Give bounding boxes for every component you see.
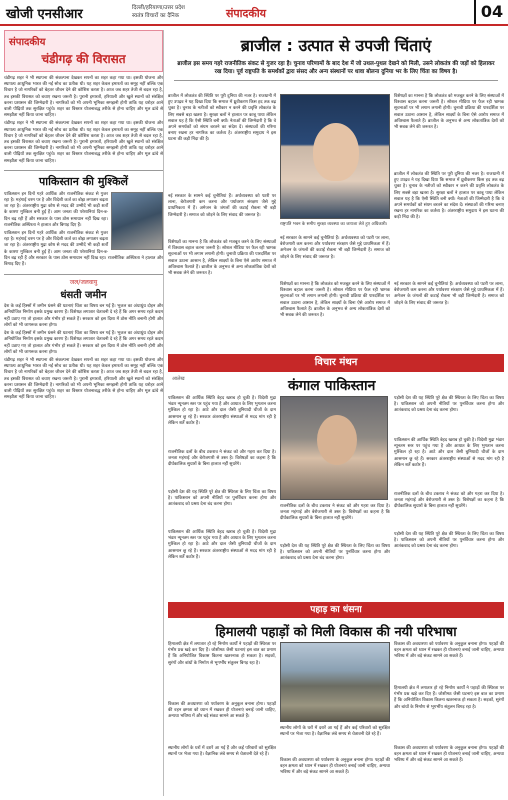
mountain-column-2b: विकास की अवधारणा को पर्यावरण के अनुकूल बनाना होगा। पहाड़ों की वहन क्षमता को ध्यान में रखकर ही योजनाएं बनाई जानी चाहिए, अन्यथा भविष्य में और बड़े संकट सामने आ सकते हैं। [280, 758, 391, 776]
editorial-label: संपादकीय [9, 37, 46, 48]
brazil-photo [280, 94, 390, 219]
opinion-column-3b: पाकिस्तान की आर्थिक स्थिति बेहद खराब हो चुकी है। विदेशी मुद्रा भंडार न्यूनतम स्तर पर पहुंच गया है और आयात के लिए भुगतान करना मुश्किल हो रहा है। आटे और दाल जैसी बुनियादी चीजों के दाम आसमान छू रहे हैं। सरकार अंतरराष्ट्रीय संस्थाओं से मदद मांग रही है लेकिन शर्तें कठोर हैं। [394, 438, 504, 468]
leader-portrait [317, 415, 357, 465]
editorial-box [4, 30, 163, 72]
opinion-column-3d: पड़ोसी देश की यह स्थिति पूरे क्षेत्र की स्थिरता के लिए चिंता का विषय है। पाकिस्तान को अपनी नीतियों पर पुनर्विचार करना होगा और आतंकवाद को प्रश्रय देना बंद करना होगा। [394, 532, 504, 550]
brazil-intro: ब्राजील इस समय गहरे राजनीतिक संकट से गुजर रहा है। चुनाव परिणामों के बाद देश में जो उथल-पुथल देखने को मिली, उसने लोकतंत्र की जड़ों को हिलाकर रख दिया। पूर्व राष्ट्रपति के समर्थकों द्वारा संसद और अन्य संस्थानों पर धावा बोलना दुनिया भर के लिए चिंता का विषय है। [174, 60, 498, 81]
pakistan-photo [111, 192, 163, 250]
mountain-column-1: हिमालयी क्षेत्र में लगातार हो रहे निर्माण कार्यों ने पहाड़ों की स्थिरता पर गंभीर प्रश्न खड़े कर दिए हैं। जोशीमठ जैसी घटनाएं इस बात का प्रमाण हैं कि अनियोजित विकास कितना खतरनाक हो सकता है। सड़कों, सुरंगों और बांधों के निर्माण से भूगर्भीय संतुलन बिगड़ रहा है। [168, 642, 276, 666]
opinion-column-1: पाकिस्तान की आर्थिक स्थिति बेहद खराब हो चुकी है। विदेशी मुद्रा भंडार न्यूनतम स्तर पर पहुंच गया है और आयात के लिए भुगतान करना मुश्किल हो रहा है। आटे और दाल जैसी बुनियादी चीजों के दाम आसमान छू रहे हैं। सरकार अंतरराष्ट्रीय संस्थाओं से मदद मांग रही है लेकिन शर्तें कठोर हैं। [168, 396, 276, 426]
opinion-column-3: पड़ोसी देश की यह स्थिति पूरे क्षेत्र की स्थिरता के लिए चिंता का विषय है। पाकिस्तान को अपनी नीतियों पर पुनर्विचार करना होगा और आतंकवाद को प्रश्रय देना बंद करना होगा। [394, 396, 504, 414]
land-kicker: जल/जलवायु [4, 274, 163, 286]
brazil-column-1c: विशेषज्ञों का मानना है कि लोकतंत्र को मजबूत करने के लिए संस्थाओं में विश्वास बहाल करना जरूरी है। सोशल मीडिया पर फैल रही भ्रामक सूचनाओं पर भी लगाम लगानी होगी। चुनावी प्रक्रिया की पारदर्शिता पर सवाल उठाना आसान है, लेकिन साक्ष्यों के बिना ऐसे आरोप समाज में अविश्वास फैलाते हैं। ब्राजील के अनुभव से अन्य लोकतांत्रिक देशों को भी सबक लेने की जरूरत है। [168, 240, 276, 277]
left-column [4, 30, 164, 796]
land-headline: धंसती जमीन [60, 290, 107, 302]
masthead-meta-line2: स्वतंत्र विचारों का दैनिक [132, 13, 179, 19]
editorial-body: चंडीगढ़ शहर ने भी स्थापना की संकल्पना देखकर सपनों का शहर कहा गया था। इसकी योजना और स्थापत्य आधुनिक भारत की नई सोच का प्रतीक थी। यह शहर केवल इमारतों का समूह नहीं बल्कि एक विचार है जो नागरिकों को बेहतर जीवन देने की कोशिश करता है। आज जब शहर तेजी से बदल रहा है, तब इसकी विरासत को बचाए रखना जरूरी है। पुरानी इमारतों, हरियाली और खुले स्थानों को संरक्षित करना प्रशासन की जिम्मेदारी है। नागरिकों को भी अपनी भूमिका समझनी होगी ताकि यह धरोहर आने वाली पीढ़ियों तक सुरक्षित पहुंचे। शहर का विस्तार योजनाबद्ध तरीके से होना चाहिए और मूल ढांचे से समझौता नहीं किया जाना चाहिए। [4, 76, 163, 119]
page-number: 04 [474, 0, 508, 24]
editorial-headline: चंडीगढ़ की विरासत [41, 52, 126, 66]
opinion-column-2: राजनीतिक दलों के बीच टकराव ने संकट को और गहरा कर दिया है। जनता महंगाई और बेरोजगारी से त्रस्त है। विशेषज्ञों का कहना है कि दीर्घकालिक सुधारों के बिना हालात नहीं सुधरेंगे। [280, 504, 390, 522]
mountain-headline: हिमालयी पहाड़ों को मिली विकास की नयी परिभाषा [215, 625, 457, 640]
opinion-headline: कंगाल पाकिस्तान [288, 378, 376, 394]
opinion-column-1d: पाकिस्तान की आर्थिक स्थिति बेहद खराब हो चुकी है। विदेशी मुद्रा भंडार न्यूनतम स्तर पर पहुंच गया है और आयात के लिए भुगतान करना मुश्किल हो रहा है। आटे और दाल जैसी बुनियादी चीजों के दाम आसमान छू रहे हैं। सरकार अंतरराष्ट्रीय संस्थाओं से मदद मांग रही है लेकिन शर्तें कठोर हैं। [168, 530, 276, 560]
pakistan-body: पाकिस्तान इन दिनों गहरे आर्थिक और राजनीतिक संकट से गुजर रहा है। महंगाई चरम पर है और विदेशी कर्ज का बोझ लगातार बढ़ता जा रहा है। अंतरराष्ट्रीय मुद्रा कोष से मदद की उम्मीदें भी कड़ी शर्तों के कारण मुश्किल बनी हुई हैं। आम जनता की परेशानियां दिन-ब-दिन बढ़ रही हैं और सरकार के पास ठोस समाधान नहीं दिख रहा। राजनीतिक अस्थिरता ने हालात और बिगाड़ दिए हैं। [4, 191, 108, 228]
mountain-column-2: स्थानीय लोगों के घरों में दरारें आ गई हैं और कई परिवारों को सुरक्षित स्थानों पर भेजा गया है। वैज्ञानिक लंबे समय से चेतावनी देते रहे हैं। [280, 726, 390, 738]
mountain-photo [280, 642, 390, 722]
brazil-column-3c: नई सरकार के सामने कई चुनौतियां हैं। अर्थव्यवस्था को पटरी पर लाना, बेरोजगारी कम करना और पर्यावरण संरक्षण जैसे मुद्दे प्राथमिकता में हैं। अमेजन के जंगलों की कटाई रोकना भी बड़ी जिम्मेदारी है। समाज को जोड़ने के लिए संवाद की जरूरत है। [394, 282, 504, 306]
brazil-headline: ब्राजील : उत्पात से उपजी चिंताएं [240, 36, 432, 55]
masthead [0, 0, 508, 26]
masthead-meta-line1: दिल्ली/हरियाणा/उत्तर प्रदेश [132, 5, 185, 11]
brazil-column-3b: ब्राजील में लोकतंत्र की स्थिति पर पूरी दुनिया की नजर है। राजधानी में हुए उपद्रव ने यह दिखा दिया कि समाज में ध्रुवीकरण किस हद तक बढ़ चुका है। चुनाव के नतीजों को स्वीकार न करने की प्रवृत्ति लोकतंत्र के लिए सबसे बड़ा खतरा है। सुरक्षा बलों ने हालात पर काबू पाया लेकिन सवाल यह है कि ऐसी स्थिति बनी क्यों। नेताओं की जिम्मेदारी है कि वे अपने समर्थकों को संयम बरतने का संदेश दें। संस्थाओं की गरिमा बनाए रखना हर नागरिक का कर्तव्य है। अंतरराष्ट्रीय समुदाय ने इस घटना की कड़ी निंदा की है। [394, 172, 504, 221]
pakistan-body-continued: पाकिस्तान इन दिनों गहरे आर्थिक और राजनीतिक संकट से गुजर रहा है। महंगाई चरम पर है और विदेशी कर्ज का बोझ लगातार बढ़ता जा रहा है। अंतरराष्ट्रीय मुद्रा कोष से मदद की उम्मीदें भी कड़ी शर्तों के कारण मुश्किल बनी हुई हैं। आम जनता की परेशानियां दिन-ब-दिन बढ़ रही हैं और सरकार के पास ठोस समाधान नहीं दिख रहा। राजनीतिक अस्थिरता ने हालात और बिगाड़ दिए हैं। [4, 231, 163, 268]
opinion-column-1c: पड़ोसी देश की यह स्थिति पूरे क्षेत्र की स्थिरता के लिए चिंता का विषय है। पाकिस्तान को अपनी नीतियों पर पुनर्विचार करना होगा और आतंकवाद को प्रश्रय देना बंद करना होगा। [168, 490, 276, 508]
mountain-column-3b: हिमालयी क्षेत्र में लगातार हो रहे निर्माण कार्यों ने पहाड़ों की स्थिरता पर गंभीर प्रश्न खड़े कर दिए हैं। जोशीमठ जैसी घटनाएं इस बात का प्रमाण हैं कि अनियोजित विकास कितना खतरनाक हो सकता है। सड़कों, सुरंगों और बांधों के निर्माण से भूगर्भीय संतुलन बिगड़ रहा है। [394, 686, 504, 710]
mountain-column-1c: स्थानीय लोगों के घरों में दरारें आ गई हैं और कई परिवारों को सुरक्षित स्थानों पर भेजा गया है। वैज्ञानिक लंबे समय से चेतावनी देते रहे हैं। [168, 746, 276, 758]
brazil-column-3: विशेषज्ञों का मानना है कि लोकतंत्र को मजबूत करने के लिए संस्थाओं में विश्वास बहाल करना जरूरी है। सोशल मीडिया पर फैल रही भ्रामक सूचनाओं पर भी लगाम लगानी होगी। चुनावी प्रक्रिया की पारदर्शिता पर सवाल उठाना आसान है, लेकिन साक्ष्यों के बिना ऐसे आरोप समाज में अविश्वास फैलाते हैं। ब्राजील के अनुभव से अन्य लोकतांत्रिक देशों को भी सबक लेने की जरूरत है। [394, 94, 504, 131]
land-body: देश के कई हिस्सों में जमीन धंसने की घटनाएं चिंता का विषय बन गई हैं। भूजल का अंधाधुंध दोहन और अनियोजित निर्माण इसके प्रमुख कारण हैं। विशेषज्ञ लगातार चेतावनी दे रहे हैं कि अगर समय रहते कदम नहीं उठाए गए तो हालात और गंभीर हो सकते हैं। सरकार को इस दिशा में ठोस नीति बनानी होगी और लोगों को भी जागरूक करना होगा। [4, 304, 163, 328]
pakistan-headline: पाकिस्तान की मुश्किलें [4, 170, 163, 189]
opinion-column-1b: राजनीतिक दलों के बीच टकराव ने संकट को और गहरा कर दिया है। जनता महंगाई और बेरोजगारी से त्रस्त है। विशेषज्ञों का कहना है कि दीर्घकालिक सुधारों के बिना हालात नहीं सुधरेंगे। [168, 450, 276, 468]
section-title: संपादकीय [226, 7, 267, 20]
opinion-column-3c: राजनीतिक दलों के बीच टकराव ने संकट को और गहरा कर दिया है। जनता महंगाई और बेरोजगारी से त्रस्त है। विशेषज्ञों का कहना है कि दीर्घकालिक सुधारों के बिना हालात नहीं सुधरेंगे। [394, 492, 504, 510]
opinion-banner: विचार मंथन [168, 354, 504, 372]
brazil-column-1b: नई सरकार के सामने कई चुनौतियां हैं। अर्थव्यवस्था को पटरी पर लाना, बेरोजगारी कम करना और पर्यावरण संरक्षण जैसे मुद्दे प्राथमिकता में हैं। अमेजन के जंगलों की कटाई रोकना भी बड़ी जिम्मेदारी है। समाज को जोड़ने के लिए संवाद की जरूरत है। [168, 194, 276, 218]
mountain-column-3c: विकास की अवधारणा को पर्यावरण के अनुकूल बनाना होगा। पहाड़ों की वहन क्षमता को ध्यान में रखकर ही योजनाएं बनाई जानी चाहिए, अन्यथा भविष्य में और बड़े संकट सामने आ सकते हैं। [394, 746, 505, 764]
brazil-photo-caption: राष्ट्रपति भवन के समीप सुरक्षा व्यवस्था का जायजा लेते हुए अधिकारी। [280, 222, 388, 227]
main-area [168, 30, 504, 796]
president-portrait [313, 123, 359, 181]
opinion-kicker: आलेख [172, 376, 185, 382]
masthead-meta [132, 4, 292, 20]
brazil-column-2b: विशेषज्ञों का मानना है कि लोकतंत्र को मजबूत करने के लिए संस्थाओं में विश्वास बहाल करना जरूरी है। सोशल मीडिया पर फैल रही भ्रामक सूचनाओं पर भी लगाम लगानी होगी। चुनावी प्रक्रिया की पारदर्शिता पर सवाल उठाना आसान है, लेकिन साक्ष्यों के बिना ऐसे आरोप समाज में अविश्वास फैलाते हैं। ब्राजील के अनुभव से अन्य लोकतांत्रिक देशों को भी सबक लेने की जरूरत है। [280, 282, 390, 319]
opinion-column-2b: पड़ोसी देश की यह स्थिति पूरे क्षेत्र की स्थिरता के लिए चिंता का विषय है। पाकिस्तान को अपनी नीतियों पर पुनर्विचार करना होगा और आतंकवाद को प्रश्रय देना बंद करना होगा। [280, 544, 390, 562]
brazil-column-1: ब्राजील में लोकतंत्र की स्थिति पर पूरी दुनिया की नजर है। राजधानी में हुए उपद्रव ने यह दिखा दिया कि समाज में ध्रुवीकरण किस हद तक बढ़ चुका है। चुनाव के नतीजों को स्वीकार न करने की प्रवृत्ति लोकतंत्र के लिए सबसे बड़ा खतरा है। सुरक्षा बलों ने हालात पर काबू पाया लेकिन सवाल यह है कि ऐसी स्थिति बनी क्यों। नेताओं की जिम्मेदारी है कि वे अपने समर्थकों को संयम बरतने का संदेश दें। संस्थाओं की गरिमा बनाए रखना हर नागरिक का कर्तव्य है। अंतरराष्ट्रीय समुदाय ने इस घटना की कड़ी निंदा की है। [168, 94, 276, 143]
editorial-body-continued: चंडीगढ़ शहर ने भी स्थापना की संकल्पना देखकर सपनों का शहर कहा गया था। इसकी योजना और स्थापत्य आधुनिक भारत की नई सोच का प्रतीक थी। यह शहर केवल इमारतों का समूह नहीं बल्कि एक विचार है जो नागरिकों को बेहतर जीवन देने की कोशिश करता है। आज जब शहर तेजी से बदल रहा है, तब इसकी विरासत को बचाए रखना जरूरी है। पुरानी इमारतों, हरियाली और खुले स्थानों को संरक्षित करना प्रशासन की जिम्मेदारी है। नागरिकों को भी अपनी भूमिका समझनी होगी ताकि यह धरोहर आने वाली पीढ़ियों तक सुरक्षित पहुंचे। शहर का विस्तार योजनाबद्ध तरीके से होना चाहिए और मूल ढांचे से समझौता नहीं किया जाना चाहिए। [4, 121, 163, 164]
brazil-column-2: नई सरकार के सामने कई चुनौतियां हैं। अर्थव्यवस्था को पटरी पर लाना, बेरोजगारी कम करना और पर्यावरण संरक्षण जैसे मुद्दे प्राथमिकता में हैं। अमेजन के जंगलों की कटाई रोकना भी बड़ी जिम्मेदारी है। समाज को जोड़ने के लिए संवाद की जरूरत है। [280, 236, 390, 260]
land-body-more: चंडीगढ़ शहर ने भी स्थापना की संकल्पना देखकर सपनों का शहर कहा गया था। इसकी योजना और स्थापत्य आधुनिक भारत की नई सोच का प्रतीक थी। यह शहर केवल इमारतों का समूह नहीं बल्कि एक विचार है जो नागरिकों को बेहतर जीवन देने की कोशिश करता है। आज जब शहर तेजी से बदल रहा है, तब इसकी विरासत को बचाए रखना जरूरी है। पुरानी इमारतों, हरियाली और खुले स्थानों को संरक्षित करना प्रशासन की जिम्मेदारी है। नागरिकों को भी अपनी भूमिका समझनी होगी ताकि यह धरोहर आने वाली पीढ़ियों तक सुरक्षित पहुंचे। शहर का विस्तार योजनाबद्ध तरीके से होना चाहिए और मूल ढांचे से समझौता नहीं किया जाना चाहिए। [4, 357, 163, 401]
newspaper-logo: खोजी एनसीआर [6, 7, 83, 22]
mountain-banner: पहाड़ का धंसना [168, 602, 504, 618]
mountain-column-1b: विकास की अवधारणा को पर्यावरण के अनुकूल बनाना होगा। पहाड़ों की वहन क्षमता को ध्यान में रखकर ही योजनाएं बनाई जानी चाहिए, अन्यथा भविष्य में और बड़े संकट सामने आ सकते हैं। [168, 702, 276, 720]
land-body-continued: देश के कई हिस्सों में जमीन धंसने की घटनाएं चिंता का विषय बन गई हैं। भूजल का अंधाधुंध दोहन और अनियोजित निर्माण इसके प्रमुख कारण हैं। विशेषज्ञ लगातार चेतावनी दे रहे हैं कि अगर समय रहते कदम नहीं उठाए गए तो हालात और गंभीर हो सकते हैं। सरकार को इस दिशा में ठोस नीति बनानी होगी और लोगों को भी जागरूक करना होगा। [4, 331, 163, 355]
mountain-column-3: विकास की अवधारणा को पर्यावरण के अनुकूल बनाना होगा। पहाड़ों की वहन क्षमता को ध्यान में रखकर ही योजनाएं बनाई जानी चाहिए, अन्यथा भविष्य में और बड़े संकट सामने आ सकते हैं। [394, 642, 505, 660]
opinion-photo [280, 396, 388, 500]
